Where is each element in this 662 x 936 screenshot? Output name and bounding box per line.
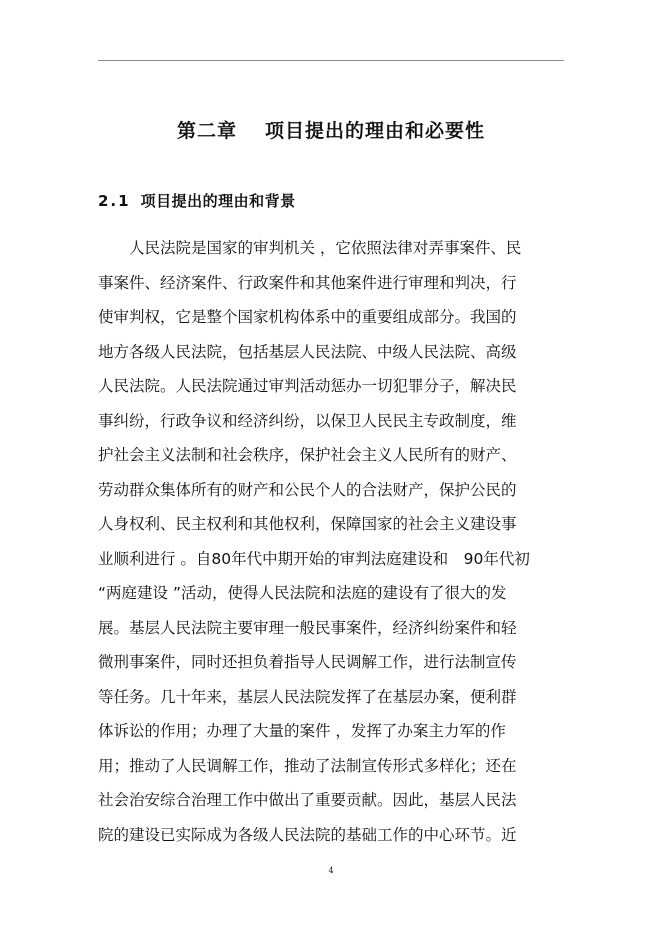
body-line-7: 护社会主义法制和社会秩序，保护社会主义人民所有的财产、 bbox=[98, 446, 517, 464]
body-line-14: 等任务。几十年来，基层人民法院发挥了在基层办案，便利群 bbox=[98, 687, 517, 706]
page-number: 4 bbox=[328, 866, 334, 875]
header-rule bbox=[98, 60, 564, 61]
body-line-2: 事案件、经济案件、行政案件和其他案件进行审理和判决，行 bbox=[98, 273, 517, 292]
body-line-16: 用；推动了人民调解工作，推动了法制宣传形式多样化；还在 bbox=[98, 756, 517, 775]
body-line-18: 院的建设已实际成为各级人民法院的基础工作的中心环节。近 bbox=[98, 825, 517, 844]
section-number: 2.1 bbox=[98, 192, 131, 210]
body-line-13: 微刑事案件，同时还担负着指导人民调解工作，进行法制宣传 bbox=[98, 653, 517, 671]
body-line-17: 社会治安综合治理工作中做出了重要贡献。因此，基层人民法 bbox=[98, 791, 517, 809]
chapter-number-label: 第二章 bbox=[176, 120, 237, 142]
chapter-title-text: 项目提出的理由和必要性 bbox=[265, 120, 486, 142]
body-line-10: 业顺利进行 。自80年代中期开始的审判法庭建设和 90年代初 bbox=[98, 549, 530, 568]
body-line-9: 人身权利、民主权利和其他权利，保障国家的社会主义建设事 bbox=[98, 515, 517, 533]
body-line-3: 使审判权，它是整个国家机构体系中的重要组成部分。我国的 bbox=[98, 308, 517, 326]
body-line-11: “两庭建设 ”活动，使得人民法院和法庭的建设有了很大的发 bbox=[98, 584, 507, 602]
section-heading bbox=[98, 190, 296, 212]
body-paragraph bbox=[98, 231, 564, 852]
chapter-title bbox=[0, 118, 662, 144]
body-line-6: 事纠纷，行政争议和经济纠纷，以保卫人民民主专政制度，维 bbox=[98, 411, 517, 430]
body-line-8: 劳动群众集体所有的财产和公民个人的合法财产，保护公民的 bbox=[98, 480, 517, 499]
body-line-12: 展。基层人民法院主要审理一般民事案件，经济纠纷案件和轻 bbox=[98, 618, 517, 637]
body-line-5: 人民法院。人民法院通过审判活动惩办一切犯罪分子，解决民 bbox=[98, 377, 517, 395]
body-line-4: 地方各级人民法院，包括基层人民法院、中级人民法院、高级 bbox=[98, 342, 517, 361]
body-line-15: 体诉讼的作用；办理了大量的案件 ，发挥了办案主力军的作 bbox=[98, 722, 506, 740]
section-title: 项目提出的理由和背景 bbox=[140, 192, 296, 210]
body-line-1: 人民法院是国家的审判机关 ，它依照法律对弄事案件、民 bbox=[129, 239, 522, 257]
